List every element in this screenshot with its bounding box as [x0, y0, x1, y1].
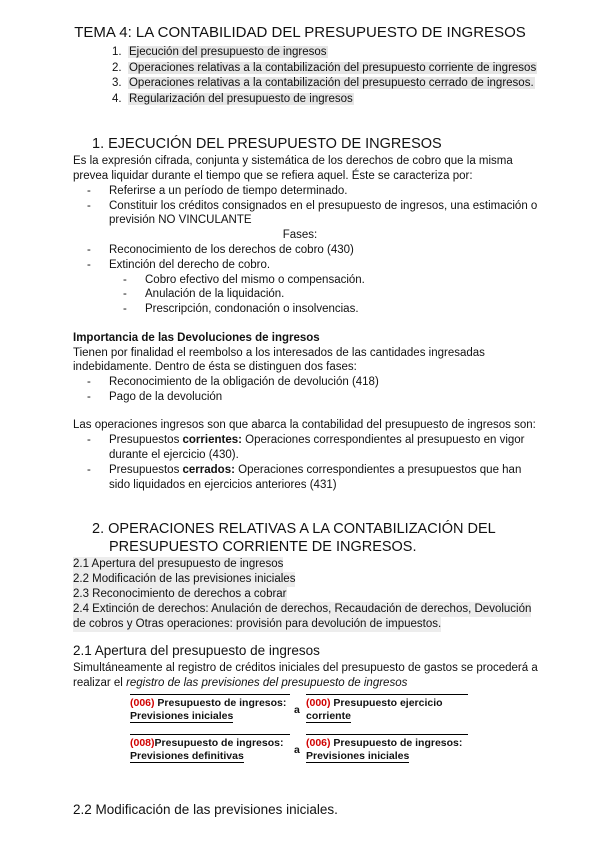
- journal-entry-1-debit: (006) Presupuesto de ingresos: Previsiones iniciales: [130, 697, 290, 723]
- fases-label: Fases:: [282, 229, 318, 241]
- account-code: (008): [130, 737, 155, 749]
- sub-phase-item: - Anulación de la liquidación.: [123, 288, 285, 300]
- phase-item: - Extinción del derecho de cobro.: [87, 259, 271, 271]
- phase-item: - Reconocimiento de los derechos de cobro (430): [87, 244, 354, 256]
- toc-label: Regularización del presupuesto de ingresos: [128, 93, 353, 105]
- journal-entry-2-debit: (008)Presupuesto de ingresos: Previsiones definitivas: [130, 737, 290, 763]
- operation-item: - Presupuestos cerrados: Operaciones correspondientes a presupuestos que han: [87, 464, 522, 476]
- account-code: (006): [130, 697, 155, 709]
- journal-entry-1-a: a: [294, 704, 300, 716]
- section-1-intro-line-2: prevea liquidar durante el tiempo que se refiera aquel. Éste se caracteriza por:: [73, 170, 473, 182]
- bullet-item: - Referirse a un período de tiempo determinado.: [87, 185, 348, 197]
- section-1-intro-line-1: Es la expresión cifrada, conjunta y sistemática de los derechos de cobro que la misma: [73, 155, 513, 167]
- section-2-item-2-3: 2.3 Reconocimiento de derechos a cobrar: [73, 588, 287, 600]
- toc-number: 3.: [112, 77, 122, 89]
- account-code: (000): [306, 697, 331, 709]
- toc-label: Ejecución del presupuesto de ingresos: [128, 46, 327, 58]
- toc-label: Operaciones relativas a la contabilización del presupuesto corriente de ingresos: [128, 62, 537, 74]
- operation-item: - Presupuestos corrientes: Operaciones correspondientes al presupuesto en vigor: [87, 434, 525, 446]
- operation-item-continuation: durante el ejercicio (430).: [109, 449, 239, 461]
- bullet-item: - Constituir los créditos consignados en el presupuesto de ingresos, una estimación o: [87, 200, 538, 212]
- section-2-item-2-1: 2.1 Apertura del presupuesto de ingresos: [73, 558, 284, 570]
- toc-item-4: [112, 92, 354, 107]
- toc-number: 1.: [112, 46, 122, 58]
- section-2-heading-line-2: PRESUPUESTO CORRIENTE DE INGRESOS.: [109, 539, 417, 555]
- bullet-item-continuation: previsión NO VINCULANTE: [109, 214, 252, 226]
- toc-number: 2.: [112, 62, 122, 74]
- devoluciones-text-line-1: Tienen por finalidad el reembolso a los interesados de las cantidades ingresadas: [73, 347, 485, 359]
- toc-item-1: [112, 45, 328, 60]
- subsection-2-1-heading: 2.1 Apertura del presupuesto de ingresos: [73, 643, 320, 658]
- devoluciones-text-line-2: indebidamente. Dentro de ésta se distinguen dos fases:: [73, 361, 357, 373]
- devolucion-phase: - Pago de la devolución: [87, 391, 223, 403]
- section-2-item-2-2: 2.2 Modificación de las previsiones iniciales: [73, 573, 296, 585]
- sub-phase-item: - Cobro efectivo del mismo o compensación.: [123, 274, 365, 286]
- operations-intro: Las operaciones ingresos son que abarca la contabilidad del presupuesto de ingresos son:: [73, 419, 536, 431]
- section-2-heading-line-1: 2. OPERACIONES RELATIVAS A LA CONTABILIZACIÓN DEL: [92, 521, 496, 537]
- toc-label: Operaciones relativas a la contabilización del presupuesto cerrado de ingresos.: [128, 77, 534, 89]
- account-code: (006): [306, 737, 331, 749]
- toc-number: 4.: [112, 93, 122, 105]
- sub-phase-item: - Prescripción, condonación o insolvencias.: [123, 303, 359, 315]
- devolucion-phase: - Reconocimiento de la obligación de devolución (418): [87, 376, 379, 388]
- page-title: TEMA 4: LA CONTABILIDAD DEL PRESUPUESTO DE INGRESOS: [74, 24, 526, 41]
- operation-item-continuation: sido liquidados en ejercicios anteriores (431): [109, 479, 337, 491]
- toc-item-2: [112, 61, 537, 76]
- journal-entry-1-credit: (000) Presupuesto ejercicio corriente: [306, 697, 468, 723]
- section-1-heading: 1. EJECUCIÓN DEL PRESUPUESTO DE INGRESOS: [92, 136, 442, 152]
- devoluciones-title: Importancia de las Devoluciones de ingresos: [73, 332, 320, 344]
- toc-item-3: [112, 76, 535, 91]
- journal-entry-2-a: a: [294, 744, 300, 756]
- section-2-item-2-4-line-2: de cobros y Otras operaciones: provisión para devolución de impuestos.: [73, 618, 442, 630]
- subsection-2-1-text-line-2: realizar el registro de las previsiones del presupuesto de ingresos: [73, 677, 408, 689]
- journal-entry-2-credit: (006) Presupuesto de ingresos: Previsiones iniciales: [306, 737, 468, 763]
- subsection-2-2-heading: 2.2 Modificación de las previsiones iniciales.: [73, 802, 338, 817]
- subsection-2-1-text-line-1: Simultáneamente al registro de créditos iniciales del presupuesto de gastos se procederá a: [73, 662, 538, 674]
- section-2-item-2-4-line-1: 2.4 Extinción de derechos: Anulación de derechos, Recaudación de derechos, Devolución: [73, 603, 532, 615]
